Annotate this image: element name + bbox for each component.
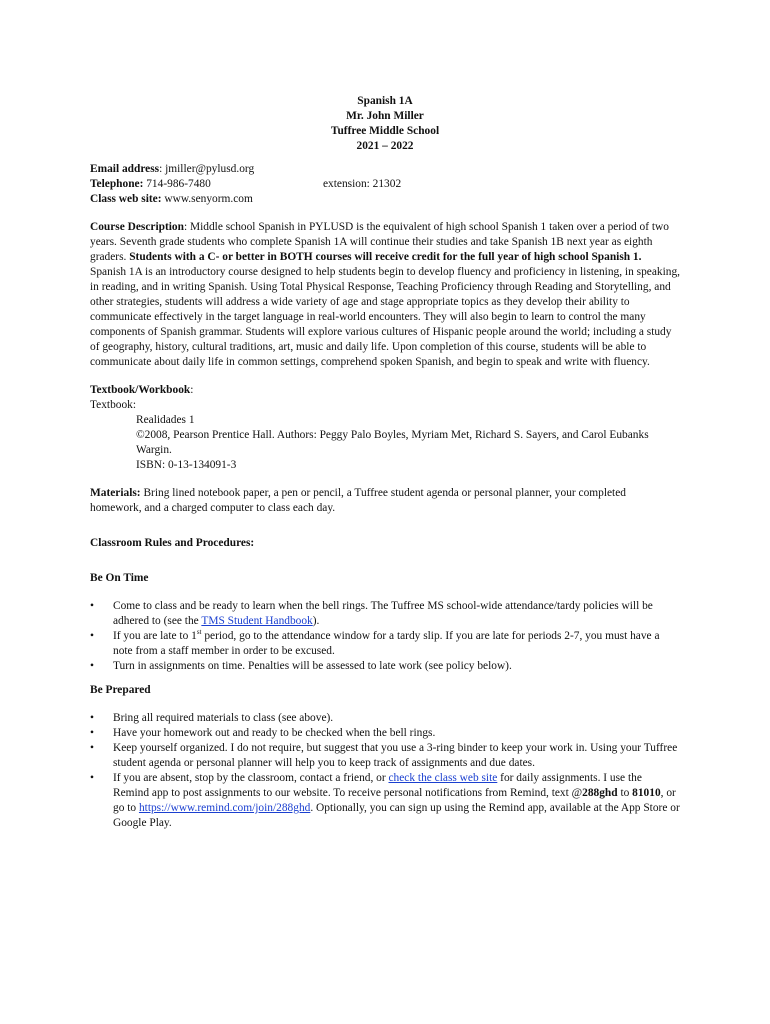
materials-section: [90, 486, 680, 516]
prepared-heading: Be Prepared: [90, 684, 151, 696]
email-label: Email address: [90, 163, 160, 175]
list-item-text: Bring all required materials to class (see above).: [113, 712, 334, 724]
list-item-text: Have your homework out and ready to be checked when the bell rings.: [113, 727, 436, 739]
bullet: •: [90, 630, 94, 642]
textbook-title: Realidades 1: [136, 414, 195, 426]
list-item-text: Turn in assignments on time. Penalties will be assessed to late work (see policy below).: [113, 660, 512, 672]
description-text-1: : Middle school Spanish in PYLUSD is the equivalent of high school Spanish 1 taken over a period of two years. Seventh grade students who complete Spanish 1A will continue their studies and take Spanish 1B next year as eighth graders.: [90, 221, 669, 263]
bullet: •: [90, 712, 94, 724]
website-label: Class web site:: [90, 193, 162, 205]
remind-number: 81010: [632, 787, 661, 799]
course-description: [90, 220, 680, 370]
list-item-text: ).: [312, 615, 320, 627]
ordinal-suffix: st: [196, 628, 202, 637]
list-item: [90, 741, 680, 771]
list-item-text: If you are absent, stop by the classroom, contact a friend, or: [113, 772, 389, 784]
on-time-heading: Be On Time: [90, 572, 149, 584]
email-value: : jmiller@pylusd.org: [159, 163, 255, 175]
phone-label: Telephone:: [90, 178, 144, 190]
credit-note: Students with a C- or better in BOTH courses will receive credit for the full year of high school Spanish 1.: [129, 251, 642, 263]
teacher-name: Mr. John Miller: [346, 110, 424, 122]
handbook-link[interactable]: TMS Student Handbook: [201, 615, 313, 627]
list-item: [90, 599, 680, 629]
list-item-text: to: [617, 787, 633, 799]
textbook-heading-colon: :: [190, 384, 194, 396]
bullet: •: [90, 600, 94, 612]
course-title: Spanish 1A: [357, 95, 413, 107]
list-item: [90, 771, 680, 831]
bullet: •: [90, 727, 94, 739]
bullet: •: [90, 742, 94, 754]
list-item-text: . Optionally, you can sign up using the Remind app, available at the App Store or Google Play.: [113, 802, 680, 829]
list-item-text: period, go to the attendance window for a tardy slip. If you are late for periods 2-7, you must have a note from a staff member in order to be excused.: [113, 630, 660, 657]
list-item-text: Come to class and be ready to learn when the bell rings. The Tuffree MS school-wide attendance/tardy policies will be adhered to (see the: [113, 600, 653, 627]
bullet: •: [90, 660, 94, 672]
school-name: Tuffree Middle School: [330, 125, 440, 137]
textbook-sublabel: Textbook:: [90, 399, 137, 411]
textbook-isbn: ISBN: 0-13-134091-3: [136, 459, 237, 471]
list-item-text: Keep yourself organized. I do not require, but suggest that you use a 3-ring binder to keep your work in. Using your Tuffree student agenda or personal planner will help you to keep track of assignments and due dates.: [113, 742, 678, 769]
list-item: [90, 659, 680, 674]
phone-value: 714-986-7480: [143, 178, 211, 190]
remind-join-link[interactable]: https://www.remind.com/join/288ghd: [138, 802, 311, 814]
document-header: [90, 94, 680, 154]
list-item-text: , or go to: [113, 787, 676, 814]
materials-text: Bring lined notebook paper, a pen or pencil, a Tuffree student agenda or personal planner, your completed homework, and a charged computer to class each day.: [90, 487, 626, 514]
remind-code: 288ghd: [582, 787, 618, 799]
textbook-section: [90, 383, 680, 473]
list-item: [90, 629, 680, 659]
rules-heading: Classroom Rules and Procedures:: [90, 537, 255, 549]
website-row: [90, 192, 680, 207]
website-value: www.senyorm.com: [161, 193, 253, 205]
list-item: [90, 711, 680, 726]
document-body: [90, 94, 680, 831]
phone-extension: extension: 21302: [323, 178, 402, 190]
contact-info: [90, 162, 680, 207]
list-item-text: for daily assignments. I use the Remind app to post assignments to our website. To receive personal notifications from Remind, text @: [113, 772, 642, 799]
description-label: Course Description: [90, 221, 184, 233]
bullet: •: [90, 772, 94, 784]
textbook-publisher: ©2008, Pearson Prentice Hall. Authors: Peggy Palo Boyles, Myriam Met, Richard S. Sayers, and Carol Eubanks Wargin.: [136, 429, 649, 456]
description-text-2: Spanish 1A is an introductory course designed to help students begin to develop fluency and proficiency in listening, in speaking, in reading, and in writing Spanish. Using Total Physical Response, Teaching Proficiency through Reading and Storytelling, and other strategies, students will address a wide variety of age and stage appropriate topics as they develop their ability to communicate effectively in the target language in real-world encounters. They will also begin to learn to control the many components of Spanish grammar. Students will explore various cultures of Hispanic people around the world; including a study of geography, history, cultural traditions, art, music and daily life. Upon completion of this course, students will be able to communicate about daily life in common settings, comprehend spoken Spanish, and begin to speak and write with fluency.: [90, 266, 680, 368]
prepared-list: [90, 711, 680, 831]
on-time-list: [90, 599, 680, 674]
textbook-heading: Textbook/Workbook: [90, 384, 191, 396]
email-row: [90, 162, 680, 177]
list-item-text: If you are late to 1: [113, 630, 197, 642]
materials-label: Materials:: [90, 487, 141, 499]
list-item: [90, 726, 680, 741]
school-year: 2021 – 2022: [356, 140, 414, 152]
class-website-link[interactable]: check the class web site: [388, 772, 498, 784]
